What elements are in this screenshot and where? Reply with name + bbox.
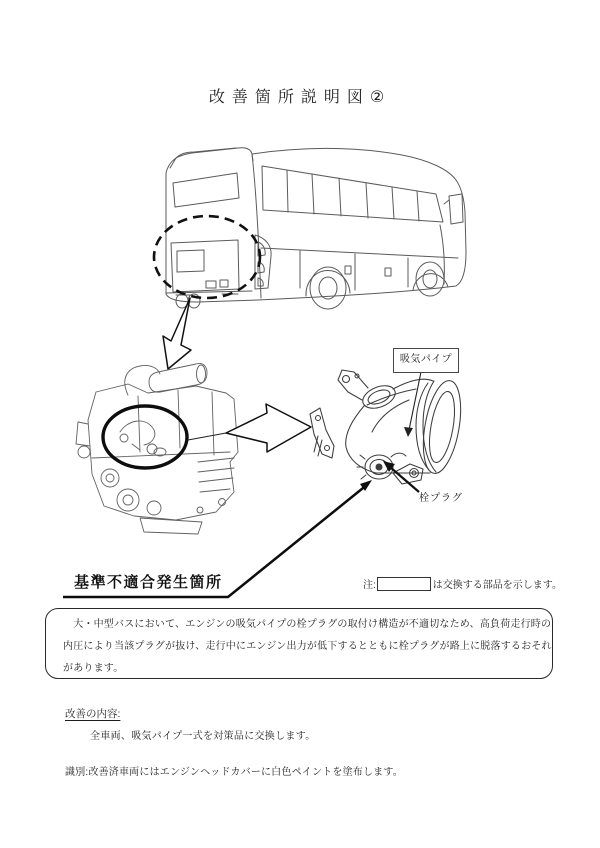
defect-description-line: 大・中型バスにおいて、エンジンの吸気パイプの栓プラグの取付け構造が不適切なため、高負荷走行時の: [63, 619, 552, 630]
defect-description-line: があります。: [63, 663, 124, 674]
legend-note-suffix: は交換する部品を示します。: [432, 580, 562, 591]
defect-location-label: 基準不適合発生箇所: [74, 574, 223, 591]
legend-note-prefix: 注:: [363, 580, 376, 591]
intake-pipe-label: 吸気パイプ: [393, 348, 459, 373]
engine-pointer-line: [188, 433, 226, 440]
plug-label: 栓プラグ: [419, 493, 463, 504]
bus-highlight-ellipse: [154, 216, 260, 298]
remedy-detail: 全車両、吸気パイプ一式を対策品に交換します。: [90, 731, 316, 742]
engine-illustration: [76, 363, 238, 534]
remedy-heading: 改善の内容:: [65, 708, 121, 720]
engine-highlight-ellipse: [103, 406, 187, 468]
page-title: 改善箇所説明図②: [208, 89, 392, 106]
legend-note: [363, 576, 562, 591]
defect-description-box: [45, 608, 553, 679]
down-arrow-icon: [163, 298, 191, 369]
bus-illustration: [166, 148, 466, 309]
legend-sample-box: [377, 577, 431, 591]
identification-note: 識別:改善済車両にはエンジンヘッドカバーに白色ペイントを塗布します。: [65, 767, 403, 778]
defect-description-line: 内圧により当該プラグが抜け、走行中にエンジン出力が低下するとともに栓プラグが路上に脱落するおそれ: [63, 641, 552, 652]
right-arrow-icon: [226, 404, 311, 452]
